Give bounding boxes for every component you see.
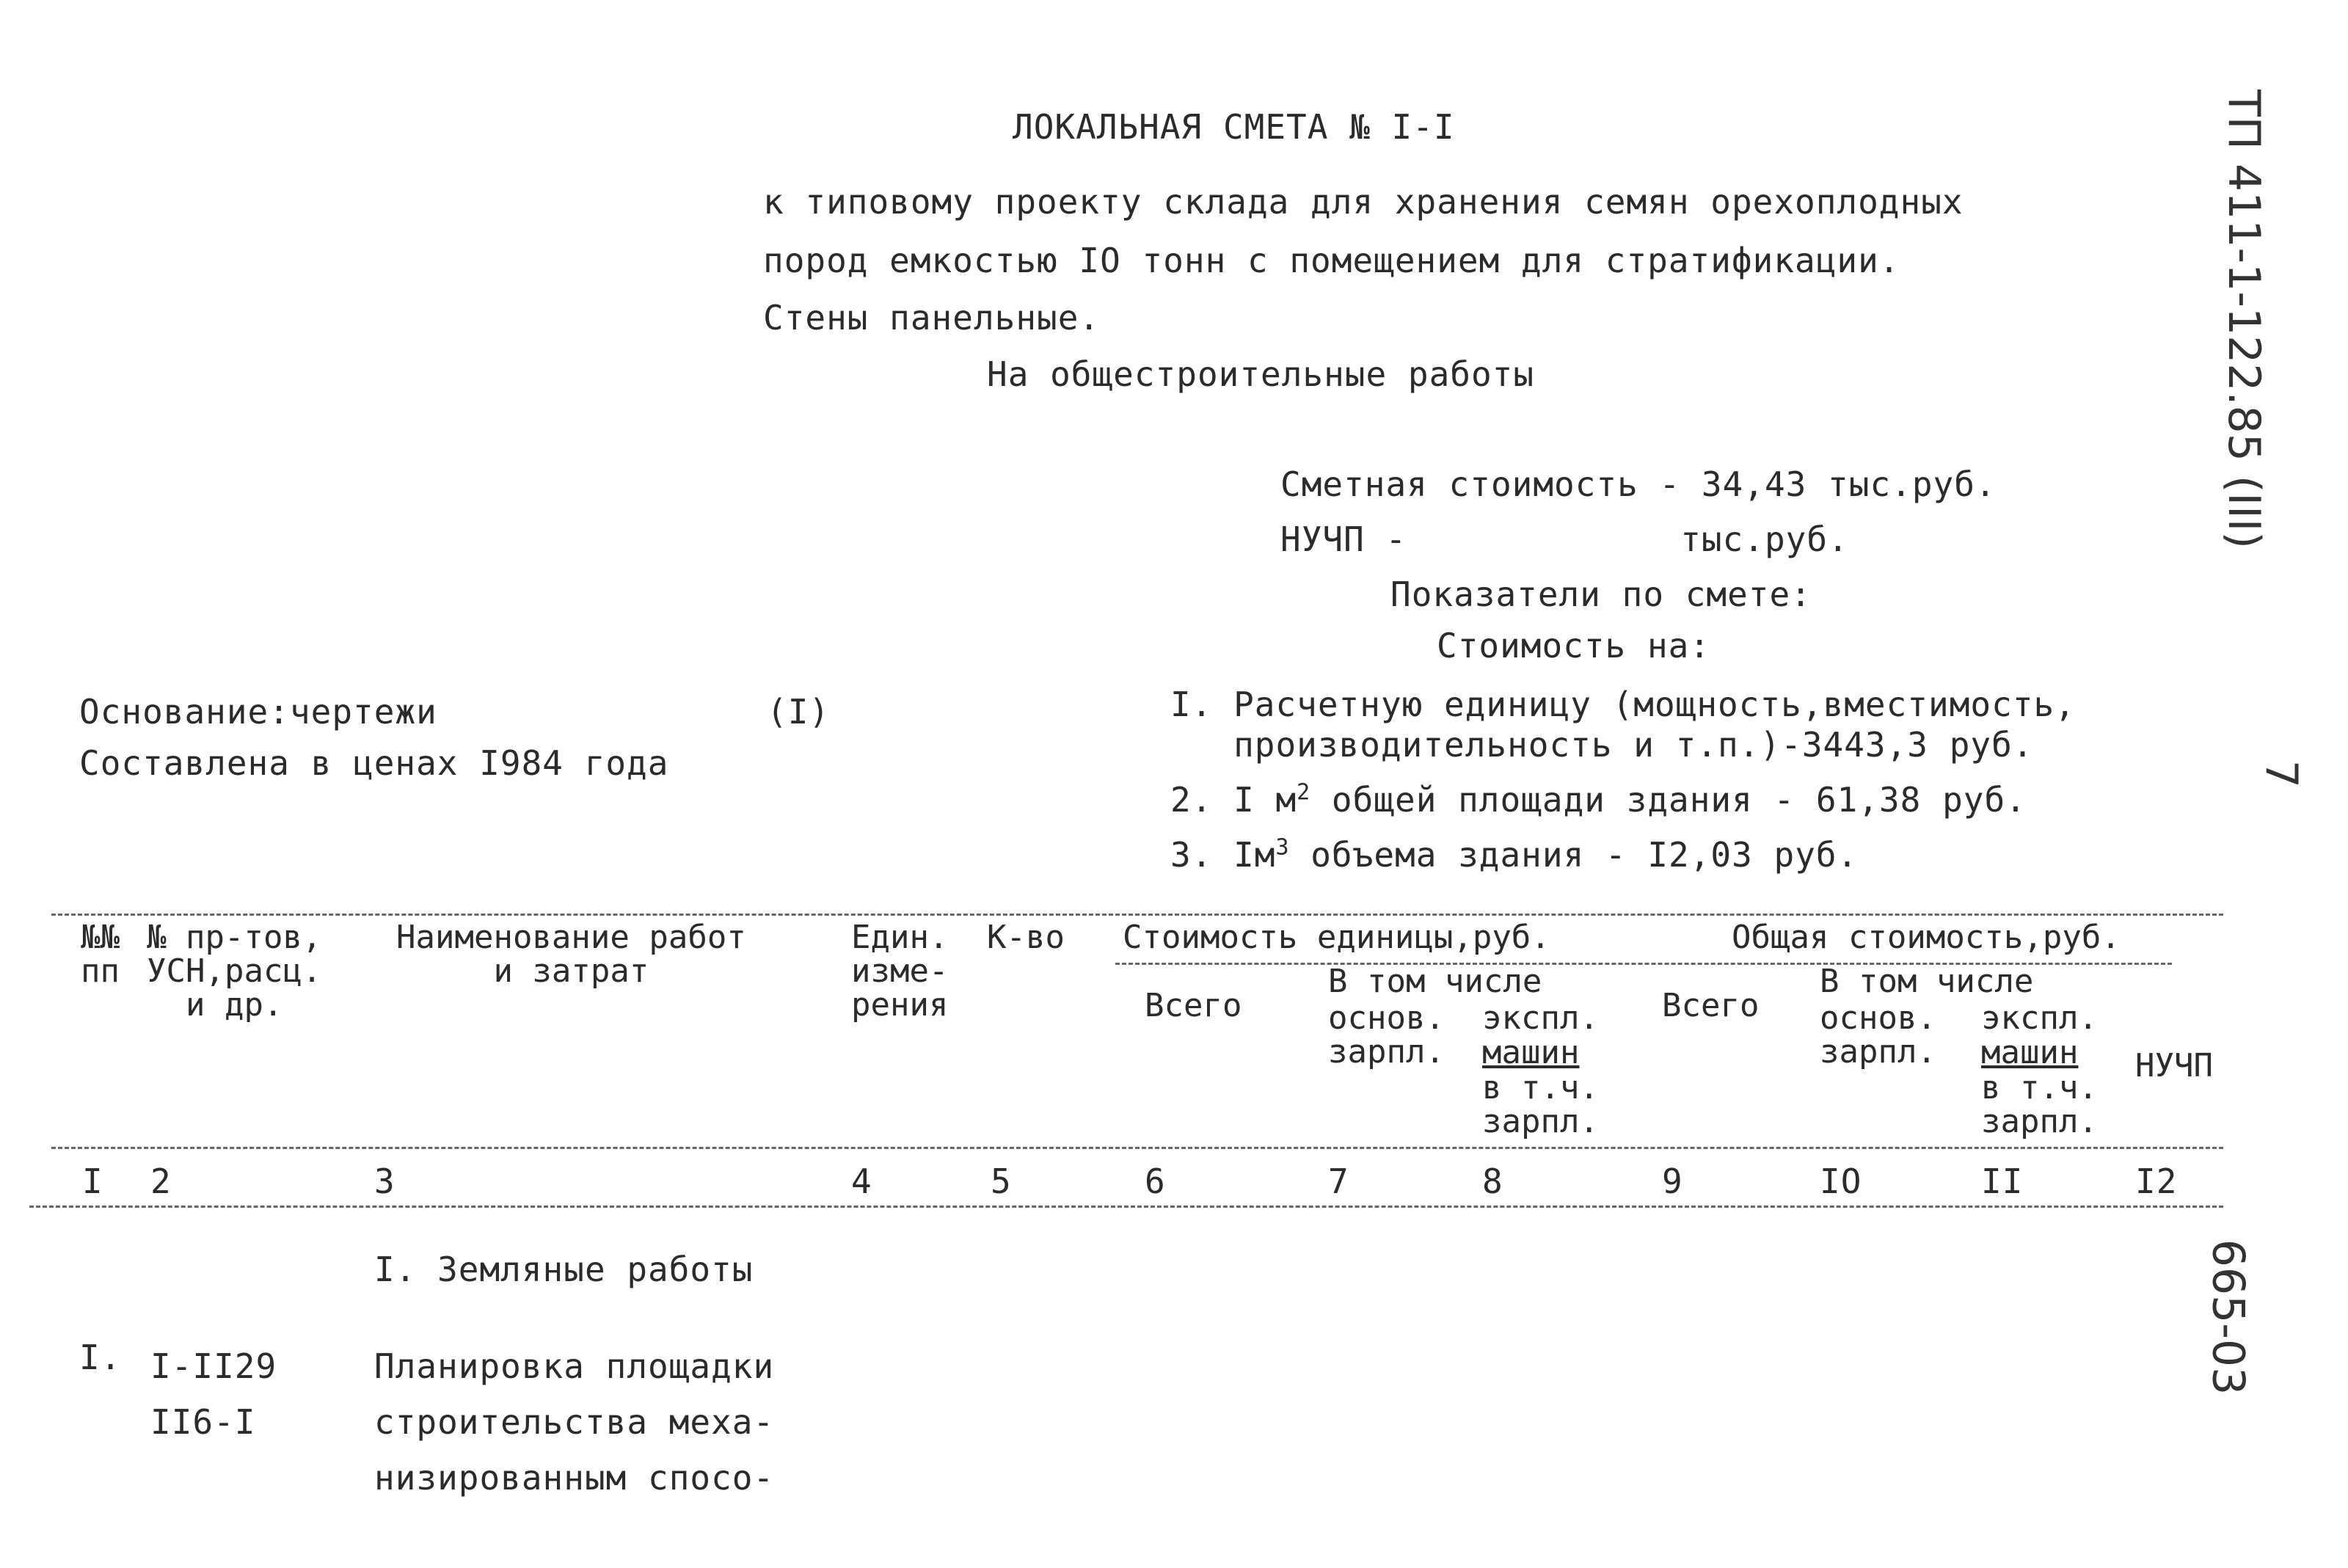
nuchp-cost: НУЧП - тыс.руб. xyxy=(1280,519,1849,559)
header-quantity: К-во xyxy=(987,919,1065,956)
description-line-1: к типовому проекту склада для хранения семян орехоплодных xyxy=(763,182,1964,222)
indicator-3: 3. $Iм^3$ объема здания - I2,03 руб. xyxy=(1170,834,1859,875)
cost-on-heading: Стоимость на: xyxy=(1437,626,1711,666)
indicator-1b: производительность и т.п.)-3443,3 руб. xyxy=(1170,725,2034,765)
works-type: На общестроительные работы xyxy=(987,354,1535,394)
col-numbers-bottom-rule xyxy=(29,1206,2223,1208)
col-number-12: I2 xyxy=(2135,1162,2178,1201)
sheet-number: 665-03 xyxy=(2202,1239,2254,1396)
header-base-salary-2: основ. зарпл. xyxy=(1820,999,1936,1071)
header-row-number: №№ пп xyxy=(81,919,120,991)
indicator-1a: I. Расчетную единицу (мощность,вместимость, xyxy=(1170,685,2076,724)
header-machines-1b: машин xyxy=(1482,1034,1580,1071)
header-total-1: Всего xyxy=(1145,987,1242,1024)
header-nuchp: НУЧП xyxy=(2135,1047,2213,1084)
document-title: ЛОКАЛЬНАЯ СМЕТА № I-I xyxy=(1013,107,1455,147)
header-unit-cost: Стоимость единицы,руб. xyxy=(1123,919,1550,956)
basis-prices: Составлена в ценах I984 года xyxy=(79,743,669,783)
header-including-1: В том числе xyxy=(1328,963,1542,1000)
row-number: I. xyxy=(79,1338,122,1377)
col-number-6: 6 xyxy=(1145,1162,1166,1201)
col-number-1: I xyxy=(82,1162,103,1201)
col-number-10: IO xyxy=(1820,1162,1862,1201)
row-code: I-II29 II6-I xyxy=(150,1346,277,1442)
header-machines-2a: экспл. xyxy=(1981,999,2098,1037)
header-name: Наименование работ и затрат xyxy=(396,919,746,991)
header-total-cost: Общая стоимость,руб. xyxy=(1732,919,2121,956)
header-base-salary-1: основ. зарпл. xyxy=(1328,999,1445,1071)
description-line-3: Стены панельные. xyxy=(763,298,1101,338)
estimated-cost: Сметная стоимость - 34,43 тыс.руб. xyxy=(1280,464,1997,504)
header-total-2: Всего xyxy=(1662,987,1760,1024)
row-name: Планировка площадки строительства меха- низированным спосо- xyxy=(374,1346,775,1498)
col-number-4: 4 xyxy=(851,1162,872,1201)
header-machines-2c: в т.ч. зарпл. xyxy=(1981,1069,2098,1141)
basis-marker: (I) xyxy=(767,692,831,732)
page-number: 7 xyxy=(2256,759,2308,789)
header-including-2: В том числе xyxy=(1820,963,2034,1000)
header-code: № пр-тов, УСН,расц. и др. xyxy=(147,919,322,1024)
section-title: I. Земляные работы xyxy=(374,1250,754,1289)
header-machines-2b: машин xyxy=(1981,1034,2079,1071)
col-number-8: 8 xyxy=(1482,1162,1503,1201)
col-number-7: 7 xyxy=(1328,1162,1349,1201)
description-line-2: пород емкостью IO тонн с помещением для стратификации. xyxy=(763,241,1900,280)
col-number-2: 2 xyxy=(150,1162,172,1201)
basis-drawings: Основание:чертежи xyxy=(79,692,437,732)
header-bottom-rule xyxy=(51,1147,2223,1149)
header-machines-1c: в т.ч. зарпл. xyxy=(1482,1069,1599,1141)
doc-code-margin: ТП 411-1-122.85 (III) xyxy=(2217,90,2269,549)
header-machines-1a: экспл. xyxy=(1482,999,1599,1037)
col-number-11: II xyxy=(1981,1162,2024,1201)
col-number-9: 9 xyxy=(1662,1162,1683,1201)
indicator-2: 2. I $м^2$ общей площади здания - 61,38 руб. xyxy=(1170,779,2027,820)
col-number-3: 3 xyxy=(374,1162,395,1201)
col-number-5: 5 xyxy=(991,1162,1012,1201)
header-unit: Един. изме- рения xyxy=(851,919,949,1024)
indicators-heading: Показатели по смете: xyxy=(1390,575,1812,614)
table-top-rule xyxy=(51,914,2223,916)
